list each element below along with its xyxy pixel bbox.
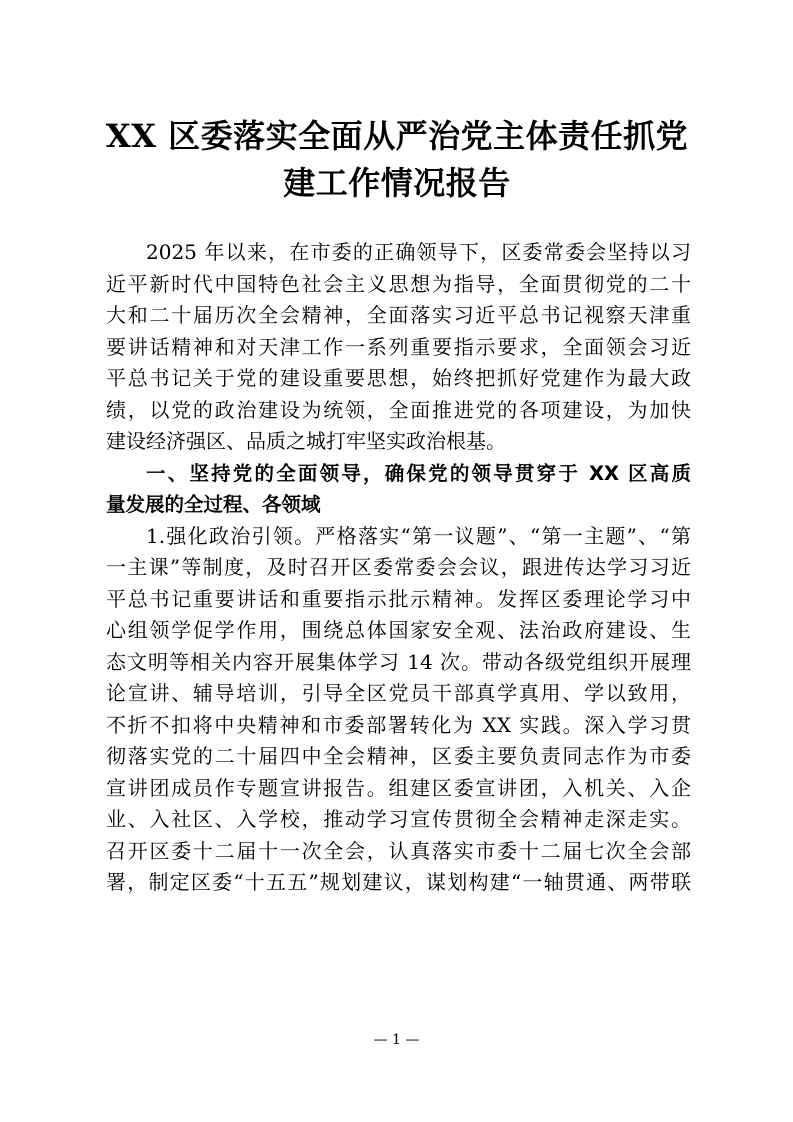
paragraph-line: 论宣讲、辅导培训，引导全区党员干部真学真用、学以致用， — [106, 681, 691, 705]
page-number: — 1 — — [373, 1032, 420, 1048]
paragraph-line: 态文明等相关内容开展集体学习 14 次。带动各级党组织开展理 — [106, 649, 691, 674]
paragraph-line: 署，制定区委“十五五”规划建议，谋划构建“一轴贯通、两带联 — [106, 870, 691, 894]
paragraph-line: 彻落实党的二十届四中全会精神，区委主要负责同志作为市委 — [106, 744, 691, 768]
paragraph-line: 2025 年以来，在市委的正确领导下，区委常委会坚持以习 — [146, 240, 691, 264]
section-heading — [106, 458, 691, 521]
paragraph-line: 平总书记重要讲话和重要指示批示精神。发挥区委理论学习中 — [106, 586, 691, 611]
paragraph-line: 一主课”等制度，及时召开区委常委会会议，跟进传达学习习近 — [106, 555, 691, 579]
title-line: XX 区委落实全面从严治党主体责任抓党 — [105, 117, 689, 155]
heading-line: 量发展的全过程、各领域 — [106, 493, 321, 516]
paragraph-line: 绩，以党的政治建设为统领，全面推进党的各项建设，为加快 — [106, 397, 691, 422]
paragraph-line: 不折不扣将中央精神和市委部署转化为 XX 实践。深入学习贯 — [106, 712, 691, 737]
paragraph-line: 大和二十届历次全会精神，全面落实习近平总书记视察天津重 — [106, 303, 691, 327]
document-title — [105, 113, 689, 207]
paragraph-line: 业、入社区、入学校，推动学习宣传贯彻全会精神走深走实。 — [106, 807, 691, 831]
heading-line: 一、坚持党的全面领导，确保党的领导贯穿于 XX 区高质 — [146, 461, 691, 485]
paragraph-line: 宣讲团成员作专题宣讲报告。组建区委宣讲团，入机关、入企 — [106, 775, 691, 800]
item-paragraph — [106, 521, 691, 899]
paragraph-line: 心组领学促学作用，围绕总体国家安全观、法治政府建设、生 — [106, 618, 691, 642]
paragraph-line: 1.强化政治引领。严格落实“第一议题”、“第一主题”、“第 — [146, 523, 691, 548]
paragraph-line: 近平新时代中国特色社会主义思想为指导，全面贯彻党的二十 — [106, 271, 691, 296]
document-body — [106, 237, 691, 899]
title-line: 建工作情况报告 — [283, 164, 511, 202]
paragraph-line: 建设经济强区、品质之城打牢坚实政治根基。 — [106, 429, 506, 453]
paragraph-line: 召开区委十二届十一次全会，认真落实市委十二届七次全会部 — [106, 838, 691, 863]
paragraph-line: 要讲话精神和对天津工作一系列重要指示要求，全面领会习近 — [106, 334, 691, 359]
paragraph-line: 平总书记关于党的建设重要思想，始终把抓好党建作为最大政 — [106, 366, 691, 390]
intro-paragraph — [106, 237, 691, 458]
